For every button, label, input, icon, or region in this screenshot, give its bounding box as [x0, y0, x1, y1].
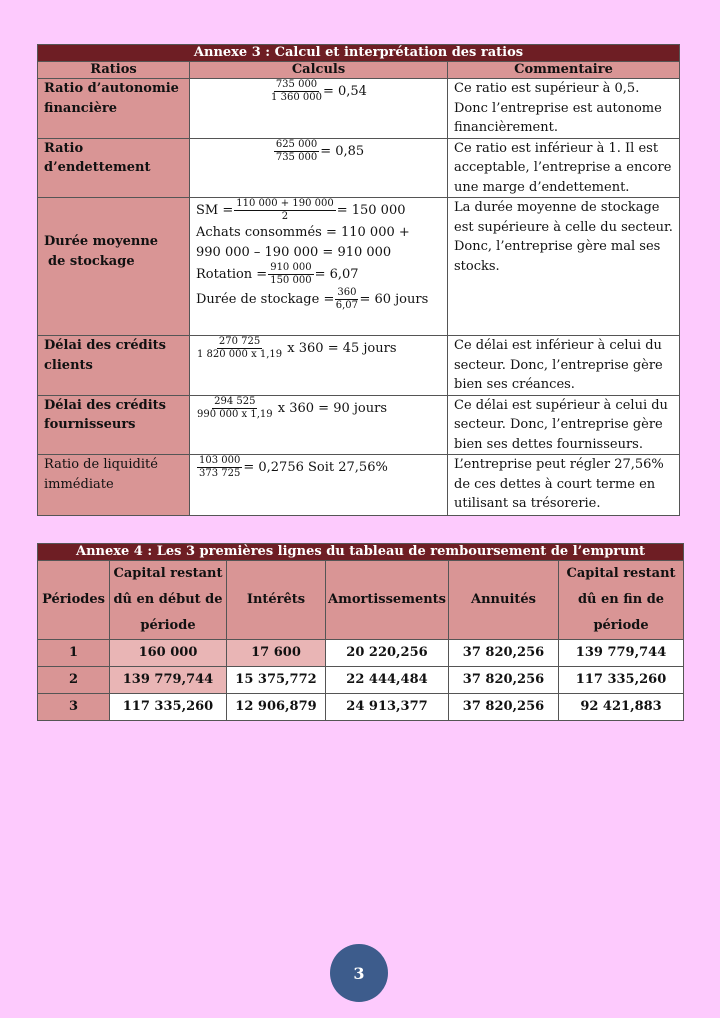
cell: 20 220,256	[326, 640, 449, 667]
calc-cell	[190, 336, 448, 396]
cell: 24 913,377	[326, 694, 449, 721]
calc-cell	[190, 198, 448, 336]
denominator: 990 000 x 1,19	[197, 408, 273, 420]
duree-prefix: Durée de stockage =	[196, 292, 335, 307]
comment: L’entreprise peut régler 27,56% de ces dettes à court terme en utilisant sa trésorerie.	[448, 455, 680, 516]
cell: 139 779,744	[559, 640, 684, 667]
calc-cell	[190, 79, 448, 139]
ratio-label: Ratio d’autonomie financière	[38, 79, 190, 139]
cell: 17 600	[227, 640, 326, 667]
sm-prefix: SM =	[196, 203, 234, 218]
result: x 360 = 90 jours	[277, 400, 387, 416]
cell: 37 820,256	[449, 640, 559, 667]
denominator: 1 820 000 x 1,19	[197, 349, 283, 360]
cell: 12 906,879	[227, 694, 326, 721]
header-commentaire: Commentaire	[448, 62, 680, 79]
comment: Ce ratio est supérieur à 0,5. Donc l’entreprise est autonome financièrement.	[448, 79, 680, 139]
rotation-prefix: Rotation =	[196, 267, 268, 282]
calc-cell	[190, 455, 448, 516]
annexe3-title: Annexe 3 : Calcul et interprétation des ratios	[38, 45, 680, 62]
cell: 117 335,260	[559, 667, 684, 694]
header-interets: Intérêts	[227, 561, 326, 640]
annexe4-title: Annexe 4 : Les 3 premières lignes du tableau de remboursement de l’emprunt	[38, 544, 684, 561]
cell: 139 779,744	[110, 667, 227, 694]
ratio-label: Délai des crédits fournisseurs	[38, 395, 190, 455]
calc-cell	[190, 395, 448, 455]
header-ratios: Ratios	[38, 62, 190, 79]
achats-line: Achats consommés = 110 000 +	[196, 225, 410, 240]
numerator: 270 725	[218, 336, 261, 347]
header-capital-debut: Capital restant dû en début de période	[110, 561, 227, 640]
numerator: 735 000	[275, 79, 318, 90]
cell: 15 375,772	[227, 667, 326, 694]
denominator: 150 000	[270, 275, 312, 286]
numerator: 110 000 + 190 000	[236, 198, 334, 209]
table-row	[38, 138, 680, 198]
comment: Ce ratio est inférieur à 1. Il est acceptable, l’entreprise a encore une marge d’endettement.	[448, 138, 680, 198]
header-amortissements: Amortissements	[326, 561, 449, 640]
result: = 0,85	[320, 143, 365, 159]
period: 2	[38, 667, 110, 694]
result: = 0,54	[322, 84, 367, 99]
table-row	[38, 198, 680, 336]
cell: 37 820,256	[449, 667, 559, 694]
ratio-label: Ratio d’endettement	[38, 138, 190, 198]
table-row	[38, 79, 680, 139]
result: = 0,2756 Soit 27,56%	[243, 460, 388, 475]
label-line: de stockage	[48, 253, 135, 269]
table-row	[38, 640, 684, 667]
ratio-label: Délai des crédits clients	[38, 336, 190, 396]
cell: 37 820,256	[449, 694, 559, 721]
annexe3-ratios-table	[37, 44, 680, 516]
numerator: 625 000	[275, 138, 318, 150]
comment: Ce délai est supérieur à celui du secteur. Donc, l’entreprise gère bien ses dettes fournisseurs.	[448, 395, 680, 455]
label-line: Durée moyenne	[44, 234, 159, 249]
numerator: 360	[337, 287, 357, 298]
result: = 150 000	[336, 203, 406, 218]
header-calculs: Calculs	[190, 62, 448, 79]
numerator: 294 525	[214, 395, 256, 407]
result: = 60 jours	[359, 292, 429, 307]
denominator: 373 725	[199, 468, 241, 479]
cell: 92 421,883	[559, 694, 684, 721]
result: = 6,07	[314, 267, 359, 282]
numerator: 910 000	[270, 262, 312, 273]
table-row	[38, 455, 680, 516]
period: 1	[38, 640, 110, 667]
page-number: 3	[330, 944, 388, 1002]
table-row	[38, 694, 684, 721]
ratio-label: Ratio de liquidité immédiate	[38, 455, 190, 516]
numerator: 103 000	[199, 455, 241, 466]
denominator: 6,07	[335, 300, 359, 311]
denominator: 735 000	[275, 151, 318, 163]
achats-line: 990 000 – 190 000 = 910 000	[196, 244, 392, 260]
denominator: 2	[281, 211, 289, 222]
cell: 117 335,260	[110, 694, 227, 721]
table-row	[38, 395, 680, 455]
header-annuites: Annuités	[449, 561, 559, 640]
result: x 360 = 45 jours	[287, 341, 397, 356]
cell: 22 444,484	[326, 667, 449, 694]
header-capital-fin: Capital restant dû en fin de période	[559, 561, 684, 640]
annexe4-loan-table	[37, 543, 684, 721]
period: 3	[38, 694, 110, 721]
header-periodes: Périodes	[38, 561, 110, 640]
comment: Ce délai est inférieur à celui du secteur. Donc, l’entreprise gère bien ses créances.	[448, 336, 680, 396]
calc-cell	[190, 138, 448, 198]
comment: La durée moyenne de stockage est supérieure à celle du secteur. Donc, l’entreprise gère mal ses stocks.	[448, 198, 680, 336]
table-row	[38, 667, 684, 694]
denominator: 1 360 000	[271, 92, 322, 103]
table-row	[38, 336, 680, 396]
ratio-label	[38, 198, 190, 336]
cell: 160 000	[110, 640, 227, 667]
